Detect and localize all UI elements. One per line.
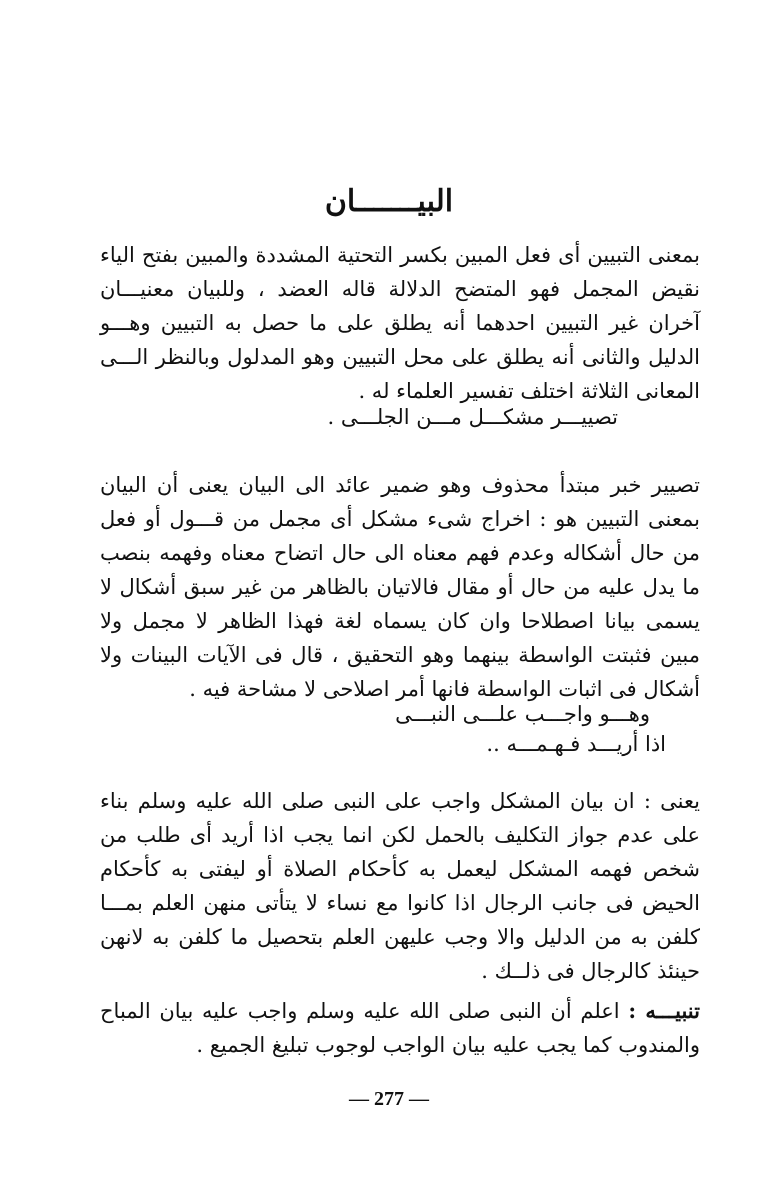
section-title: البيـــــــان [324, 184, 454, 219]
page-number: — 277 — [349, 1088, 429, 1110]
note-label: تنبيـــه : [628, 998, 700, 1023]
note-paragraph [100, 994, 700, 1062]
paragraph-commentary: تصيير خبر مبتدأ محذوف وهو ضمير عائد الى البيان يعنى أن البيان بمعنى التبيين هو : اخراج شىء مشكل أى مجمل من قـــول أو فعل من حال أشكاله وعدم فهم معناه الى حال اتضاح معناه وفهمه بنصب ما يدل عليه من حال أو مقال فالاتيان بالظاهر من غير سبق أشكال لا يسمى بيانا اصطلاحا وان كان يسماه لغة فهذا الظاهر لا مجمل ولا مبين فثبتت الواسطة بينهما وهو التحقيق ، قال فى الآيات البينات ولا أشكال فى اثبات الواسطة فانها أمر اصلاحى لا مشاحة فيه . [100, 473, 700, 701]
verse-line-1: وهـــو واجـــب علـــى النبـــى [395, 702, 650, 726]
verse-line-2: اذا أريـــد فـهـمـــه .. [486, 732, 666, 756]
verse-line: تصييـــر مشكـــل مـــن الجلـــى . [327, 405, 618, 429]
paragraph-definition: بمعنى التبيين أى فعل المبين بكسر التحتية المشددة والمبين بفتح الياء نقيض المجمل فهو المتضح الدلالة قاله العضد ، وللبيان معنيـــان آخران غير التبيين احدهما أنه يطلق على ما حصل به التبيين وهـــو الدليل والثانى أنه يطلق على محل التبيين وهو المدلول وبالنظر الـــى المعانى الثلاثة اختلف تفسير العلماء له . [100, 243, 700, 403]
paragraph-explanation: يعنى : ان بيان المشكل واجب على النبى صلى الله عليه وسلم بناء على عدم جواز التكليف بالحمل لكن انما يجب اذا أريد أى طلب من شخص فهمه المشكل ليعمل به كأحكام الصلاة أو ليفتى به كأحكام الحيض فى جانب الرجال اذا كانوا مع نساء لا يتأتى منهن العلم بمـــا كلفن به من الدليل والا وجب عليهن العلم بتحصيل ما كلفن به لانهن حينئذ كالرجال فى ذلــك . [100, 789, 700, 983]
note-text: اعلم أن النبى صلى الله عليه وسلم واجب عليه بيان المباح والمندوب كما يجب عليه بيان الواجب لوجوب تبليغ الجميع . [100, 999, 700, 1057]
